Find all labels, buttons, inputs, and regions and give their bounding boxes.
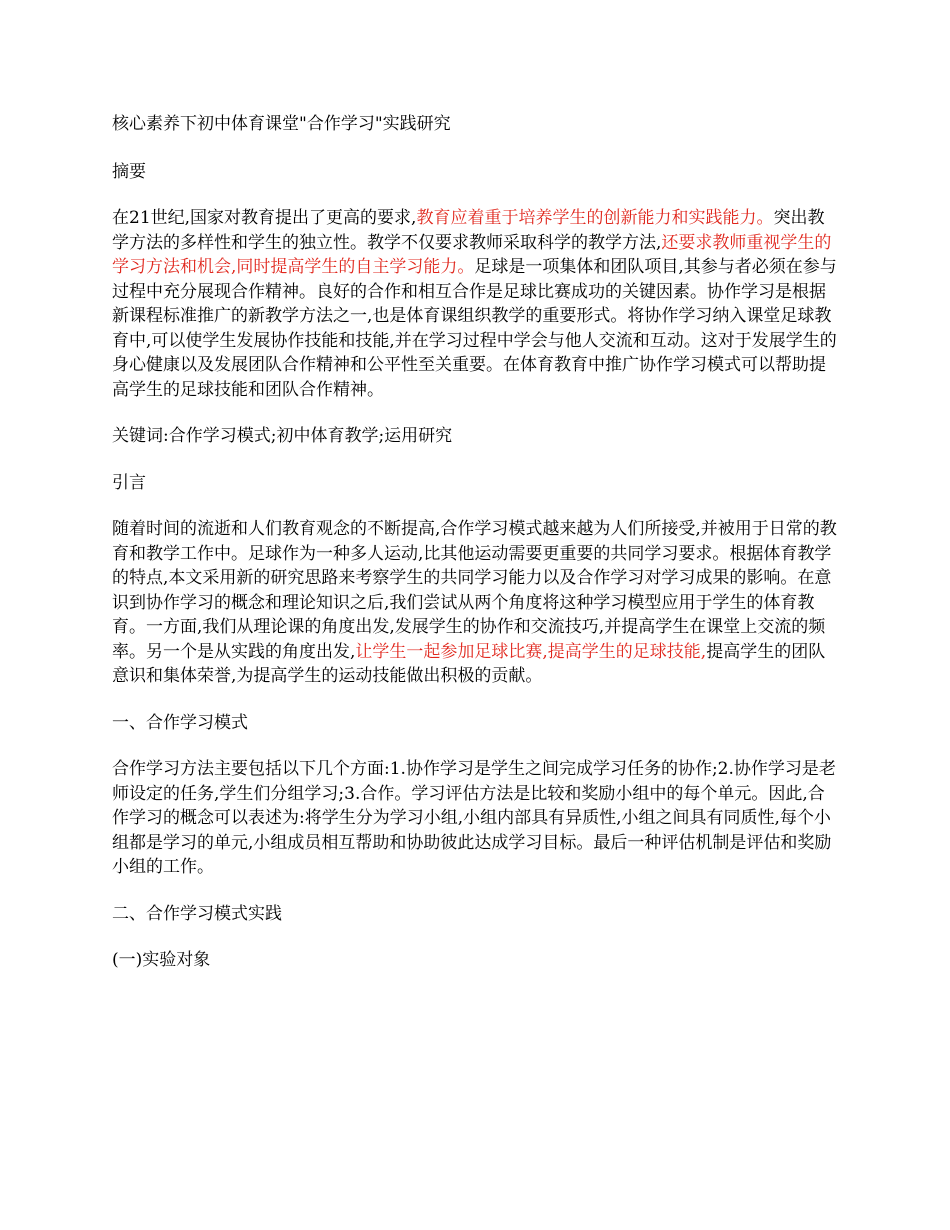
intro-heading: 引言 (112, 472, 146, 493)
keywords-line: 关键词:合作学习模式;初中体育教学;运用研究 (112, 426, 453, 446)
intro-text-segment: 随着时间的流逝和人们教育观念的不断提高,合作学习模式越来越为人们所接受,并被用于日常的教育和教学工作中。足球作为一种多人运动,比其他运动需要更重要的共同学习要求。根据体育教学的特点,本文采用新的研究思路来考察学生的共同学习能力以及合作学习对学习成果的影响。在意识到协作学习的概念和理论知识之后,我们尝试从两个角度将这种学习模型应用于学生的体育教育。一方面,我们从理论课的角度出发,发展学生的协作和交流技巧,并提高学生在课堂上交流的频率。另一个是从实践的角度出发, (112, 519, 837, 662)
intro-highlight-segment: 让学生一起参加足球比赛,提高学生的足球技能, (355, 641, 707, 662)
abstract-highlight-segment: 教育应着重于培养学生的创新能力和实践能力。 (416, 208, 774, 228)
document-title: 核心素养下初中体育课堂"合作学习"实践研究 (112, 114, 451, 134)
intro-paragraph (112, 517, 840, 689)
abstract-paragraph (112, 206, 840, 402)
section-paragraph: 合作学习方法主要包括以下几个方面:1.协作学习是学生之间完成学习任务的协作;2.协作学习是老师设定的任务,学生们分组学习;3.合作。学习评估方法是比较和奖励小组中的每个单元。因此,合作学习的概念可以表述为:将学生分为学习小组,小组内部具有异质性,小组之间具有同质性,每个小组都是学习的单元,小组成员相互帮助和协助彼此达成学习目标。最后一种评估机制是评估和奖励小组的工作。 (112, 759, 836, 877)
abstract-text-segment: 突出教学方法的多样性和学生的独立性。教学不仅要求教师采取科学的教学方法, (112, 208, 825, 253)
section-heading: 二、合作学习模式实践 (112, 903, 282, 924)
abstract-heading: 摘要 (112, 161, 146, 182)
intro-text-segment: 提高学生的团队意识和集体荣誉,为提高学生的运动技能做出积极的贡献。 (112, 641, 826, 686)
abstract-highlight-segment: 还要求教师重视学生的学习方法和机会,同时提高学生的自主学习能力。 (112, 232, 832, 277)
abstract-text-segment: 足球是一项集体和团队项目,其参与者必须在参与过程中充分展现合作精神。良好的合作和相互合作是足球比赛成功的关键因素。协作学习是根据新课程标准推广的新教学方法之一,也是体育课组织教学的重要形式。将协作学习纳入课堂足球教育中,可以使学生发展协作技能和技能,并在学习过程中学会与他人交流和互动。这对于发展学生的身心健康以及发展团队合作精神和公平性至关重要。在体育教育中推广协作学习模式可以帮助提高学生的足球技能和团队合作精神。 (112, 257, 837, 400)
abstract-text-segment: 在21世纪,国家对教育提出了更高的要求, (112, 208, 417, 228)
section-heading: 一、合作学习模式 (112, 712, 248, 733)
subsection-heading: (一)实验对象 (112, 950, 211, 970)
document-page (112, 112, 840, 995)
